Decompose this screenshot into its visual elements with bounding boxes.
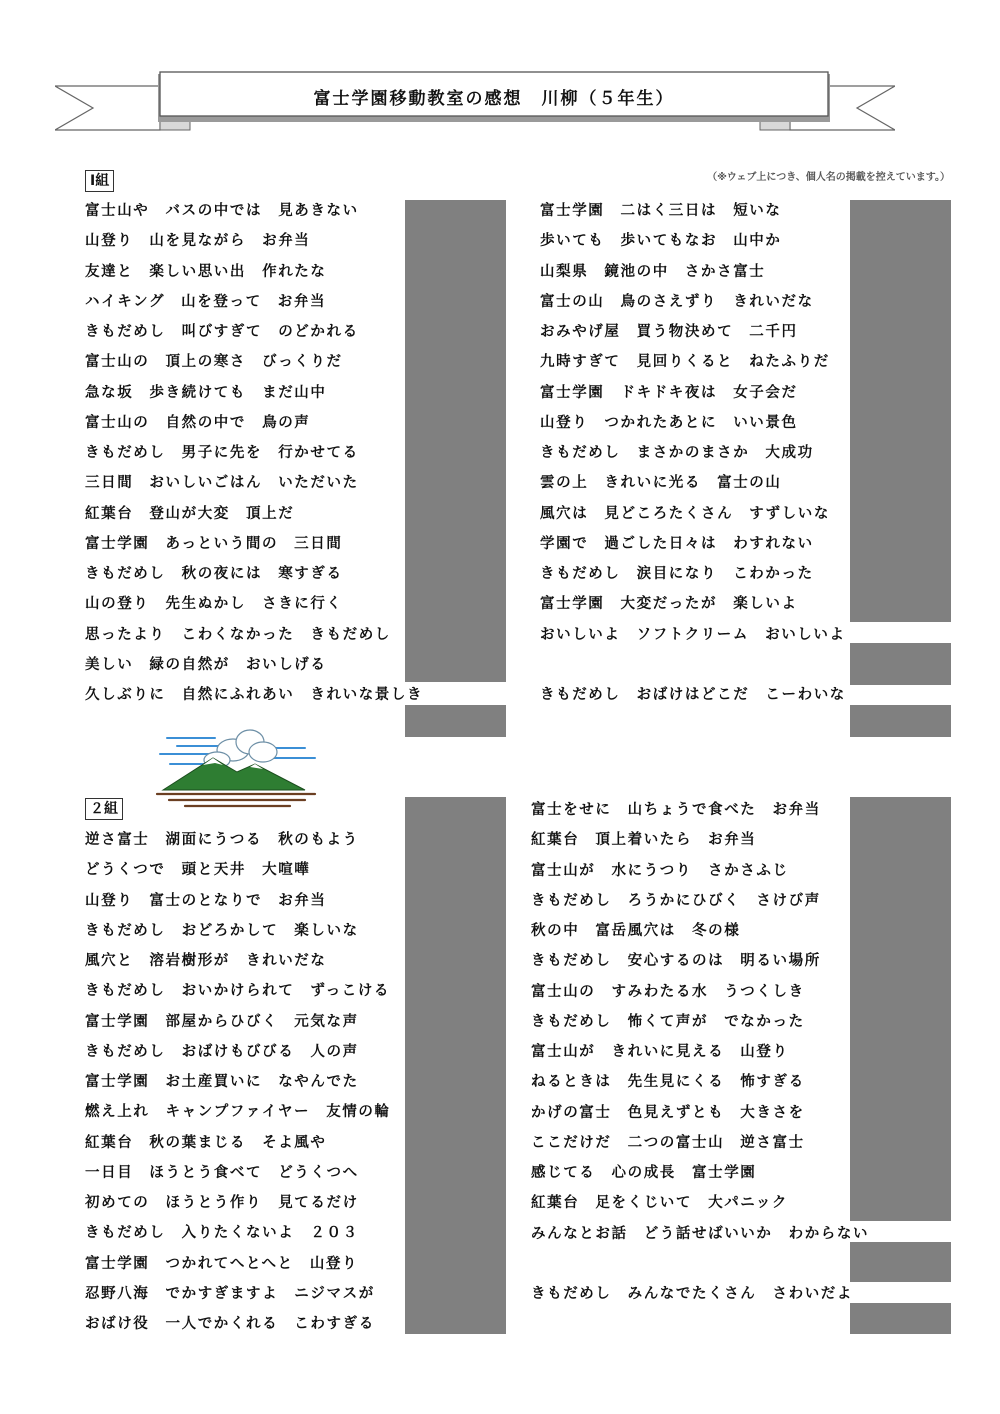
senryu-line: 紅葉台 登山が大変 頂上だ xyxy=(85,505,295,522)
senryu-line: きもだめし 秋の夜には 寒すぎる xyxy=(85,566,343,582)
senryu-line: 紅葉台 頂上着いたら お弁当 xyxy=(531,832,757,849)
senryu-line: 富士学園 あっという間の 三日間 xyxy=(85,535,343,552)
senryu-line: きもだめし 男子に先を 行かせてる xyxy=(85,445,359,461)
senryu-line: きもだめし 涙目になり こわかった xyxy=(540,566,814,582)
class2-right-column xyxy=(531,799,891,1313)
senryu-line: 学園で 過ごした日々は わすれない xyxy=(540,535,814,552)
senryu-line: 紅葉台 秋の葉まじる そよ風や xyxy=(85,1134,327,1151)
senryu-line: おみやげ屋 買う物決めて 二千円 xyxy=(540,324,798,340)
name-redaction-block xyxy=(850,705,951,737)
senryu-line: 忍野八海 でかすぎますよ ニジマスが xyxy=(85,1285,375,1302)
senryu-line: 富士山が 水にうつり さかさふじ xyxy=(531,862,789,879)
senryu-line: みんなとお話 どう話せばいいか わからない xyxy=(531,1225,870,1242)
senryu-line: きもだめし おばけもびびる 人の声 xyxy=(85,1043,359,1060)
senryu-line: 富士学園 ドキドキ夜は 女子会だ xyxy=(540,384,798,401)
senryu-line: きもだめし 入りたくないよ ２０３ xyxy=(85,1225,359,1242)
senryu-line: 秋の中 富岳風穴は 冬の様 xyxy=(531,923,741,939)
senryu-line: 富士学園 部屋からひびく 元気な声 xyxy=(85,1013,359,1030)
senryu-line: 富士山の 自然の中で 鳥の声 xyxy=(85,414,311,431)
class2-label: ２組 xyxy=(85,798,123,820)
senryu-line: 燃え上れ キャンプファイヤー 友情の輪 xyxy=(85,1104,391,1121)
senryu-line: ねるときは 先生見にくる 怖すぎる xyxy=(531,1074,805,1091)
senryu-line: 逆さ富士 湖面にうつる 秋のもよう xyxy=(85,832,359,848)
senryu-line: 三日間 おいしいごはん いただいた xyxy=(85,475,359,492)
senryu-line: 風穴と 溶岩樹形が きれいだな xyxy=(85,953,327,969)
senryu-line: 富士をせに 山ちょうで食べた お弁当 xyxy=(531,802,821,818)
senryu-line: きもだめし まさかのまさか 大成功 xyxy=(540,445,814,461)
senryu-line: ハイキング 山を登って お弁当 xyxy=(85,293,327,310)
senryu-line: 富士山が きれいに見える 山登り xyxy=(531,1044,789,1060)
senryu-line: 思ったより こわくなかった きもだめし xyxy=(85,626,391,643)
class1-label: Ⅰ組 xyxy=(85,170,114,192)
senryu-line: 富士学園 つかれてへとへと 山登り xyxy=(85,1255,359,1272)
class2-left-column xyxy=(85,829,445,1343)
senryu-line: ここだけだ 二つの富士山 逆さ富士 xyxy=(531,1134,805,1151)
senryu-line: きもだめし 怖くて声が でなかった xyxy=(531,1013,805,1030)
class1-right-column xyxy=(540,200,880,714)
name-redaction-block xyxy=(850,200,951,622)
name-redaction-block xyxy=(405,705,506,737)
senryu-line: 美しい 緑の自然が おいしげる xyxy=(85,656,327,673)
senryu-line: 九時すぎて 見回りくると ねたふりだ xyxy=(540,354,830,371)
name-redaction-block xyxy=(850,797,951,1221)
class1-left-column xyxy=(85,200,445,714)
senryu-line: きもだめし おどろかして 楽しいな xyxy=(85,922,359,939)
name-redaction-block xyxy=(850,1242,951,1282)
privacy-note: （※ウェブ上につき、個人名の掲載を控えています。） xyxy=(707,172,950,183)
senryu-line: きもだめし みんなでたくさん さわいだよ xyxy=(531,1286,853,1302)
senryu-line: 紅葉台 足をくじいて 大パニック xyxy=(531,1195,789,1212)
senryu-line: 富士山の すみわたる水 うつくしき xyxy=(531,983,805,1000)
senryu-line: 山登り つかれたあとに いい景色 xyxy=(540,414,798,431)
senryu-line: 山登り 富士のとなりで お弁当 xyxy=(85,892,327,909)
senryu-line: 富士の山 鳥のさえずり きれいだな xyxy=(540,293,814,310)
senryu-line: おいしいよ ソフトクリーム おいしいよ xyxy=(540,626,846,643)
senryu-line: 山登り 山を見ながら お弁当 xyxy=(85,233,311,250)
senryu-line: 風穴は 見どころたくさん すずしいな xyxy=(540,505,830,522)
senryu-line: 富士学園 お土産買いに なやんでた xyxy=(85,1074,359,1090)
senryu-line: 久しぶりに 自然にふれあい きれいな景しき xyxy=(85,687,424,703)
senryu-line: きもだめし 安心するのは 明るい場所 xyxy=(531,953,821,970)
mount-fuji-illustration xyxy=(155,728,320,810)
senryu-line: 富士山の 頂上の寒さ びっくりだ xyxy=(85,354,343,371)
name-redaction-block xyxy=(850,643,951,685)
senryu-line: 富士山や バスの中では 見あきない xyxy=(85,203,359,219)
senryu-line: 歩いても 歩いてもなお 山中か xyxy=(540,233,782,250)
page-title: 富士学園移動教室の感想 川柳（５年生） xyxy=(313,88,675,109)
name-redaction-block xyxy=(850,1303,951,1334)
senryu-line: きもだめし おいかけられて ずっこける xyxy=(85,983,391,1000)
senryu-line: きもだめし ろうかにひびく さけび声 xyxy=(531,892,821,909)
senryu-line: 富士学園 二はく三日は 短いな xyxy=(540,203,782,219)
senryu-line: かげの富士 色見えずとも 大きさを xyxy=(531,1104,805,1121)
senryu-line: 友達と 楽しい思い出 作れたな xyxy=(85,263,327,280)
senryu-line: 初めての ほうとう作り 見てるだけ xyxy=(85,1195,359,1211)
senryu-line: 山梨県 鏡池の中 さかさ富士 xyxy=(540,263,766,280)
name-redaction-block xyxy=(405,797,506,1334)
senryu-line: どうくつで 頭と天井 大喧嘩 xyxy=(85,862,311,879)
name-redaction-block xyxy=(405,200,506,682)
senryu-line: おばけ役 一人でかくれる こわすぎる xyxy=(85,1316,375,1332)
senryu-line: 山の登り 先生ぬかし さきに行く xyxy=(85,596,343,613)
senryu-line: 富士学園 大変だったが 楽しいよ xyxy=(540,596,798,613)
senryu-line: 感じてる 心の成長 富士学園 xyxy=(531,1165,757,1181)
senryu-line: きもだめし おばけはどこだ こーわいな xyxy=(540,687,846,703)
senryu-line: きもだめし 叫びすぎて のどかれる xyxy=(85,324,359,340)
senryu-line: 一日目 ほうとう食べて どうくつへ xyxy=(85,1164,359,1181)
senryu-line: 雲の上 きれいに光る 富士の山 xyxy=(540,475,782,492)
senryu-line: 急な坂 歩き続けても まだ山中 xyxy=(85,384,327,401)
